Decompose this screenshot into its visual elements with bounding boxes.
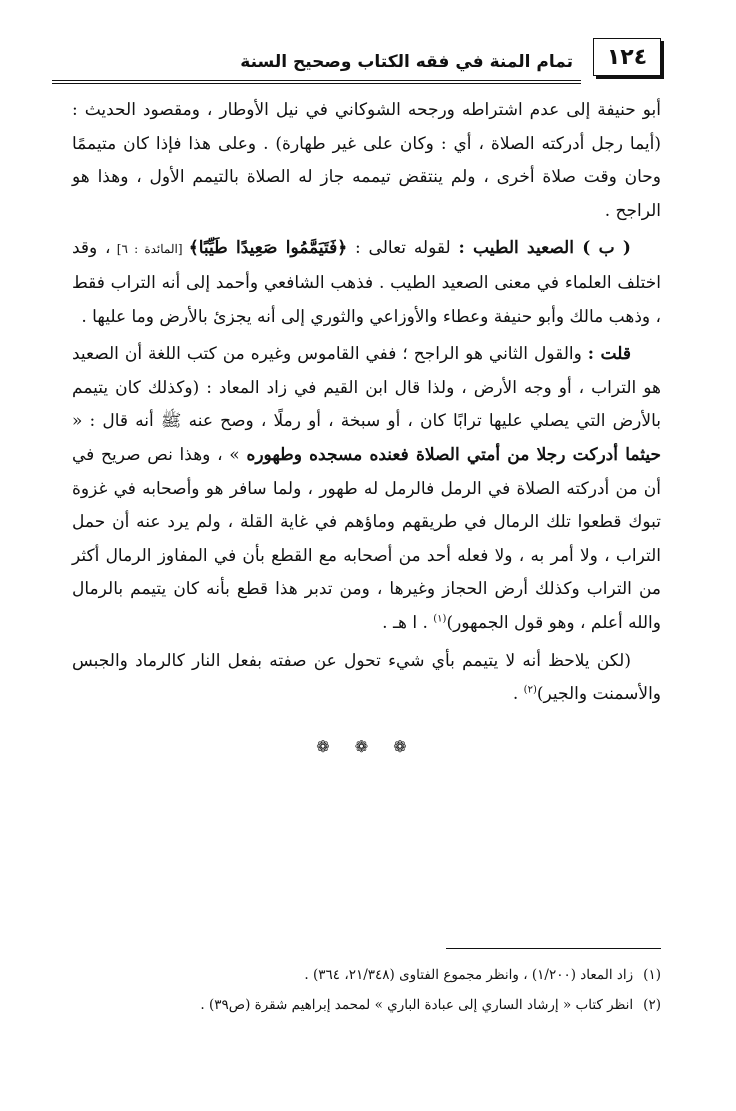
paragraph-4 — [72, 645, 661, 712]
main-text — [72, 94, 661, 763]
qultu-label: قلت : — [587, 344, 631, 365]
footnote-2 — [72, 990, 661, 1020]
paragraph-2-text-a: لقوله تعالى : — [347, 238, 459, 259]
paragraph-4-end: . — [512, 684, 524, 705]
paragraph-2 — [72, 232, 661, 334]
quran-verse: ﴿فَتَيَمَّمُوا صَعِيدًا طَيِّبًا﴾ — [188, 238, 348, 259]
paragraph-1-text: أبو حنيفة إلى عدم اشتراطه ورجحه الشوكاني في نيل الأوطار ، ومقصود الحديث : (أيما رجل أدركته الصلاة ، أي : وكان على غير طهارة) . وعلى هذا فإذا كان متيممًا وحان وقت صلاة أخرى ، ولم ينتقض تيممه جاز له الصلاة بالتيمم الأول ، وهذا هو الراجح . — [72, 100, 661, 221]
verse-source: [المائدة : ٦] — [110, 242, 189, 257]
page-number: ١٢٤ — [593, 38, 661, 76]
section-heading-b: ( ب ) الصعيد الطيب : — [458, 238, 631, 259]
footnote-2-text: انظر كتاب « إرشاد الساري إلى عبادة الباري » لمحمد إبراهيم شقرة (ص٣٩) . — [200, 997, 634, 1013]
footnote-rule — [446, 948, 661, 949]
section-separator: ❁ ❁ ❁ — [316, 736, 417, 756]
footnote-ref-1[interactable]: (١) — [433, 613, 447, 625]
hadith-text: حيثما أدركت رجلا من أمتي الصلاة فعنده مسجده وطهوره — [246, 444, 661, 465]
footnote-1-number: (١) — [643, 967, 661, 983]
footnote-ref-2[interactable]: (٢) — [523, 684, 537, 696]
footnote-1-text: زاد المعاد (١/٢٠٠) ، وانظر مجموع الفتاوى (٢١/٣٤٨، ٣٦٤) . — [304, 967, 634, 983]
paragraph-3-text-b: » ، وهذا نص صريح في أن من أدركته الصلاة في الرمل فالرمل له طهور ، ولما سافر هو وأصحابه في غزوة تبوك قطعوا تلك الرمال في طريقهم وماؤهم في غاية القلة ، ولم يرد عنه أن حمل التراب ، ولا أمر به ، ولا فعله أحد من أصحابه مع القطع بأن في المفاوز الرمال أكثر من التراب وكذلك أرض الحجاز وغيرها ، ومن تدبر هذا قطع بأنه كان يتيمم بالرمال والله أعلم ، وهو قول الجمهور) — [72, 444, 661, 633]
footnotes — [72, 960, 661, 1020]
paragraph-4-text: (لكن يلاحظ أنه لا يتيمم بأي شيء تحول عن صفته بفعل النار كالرماد والجبس والأسمنت والجير) — [72, 650, 661, 705]
running-title: تمام المنة في فقه الكتاب وصحيح السنة — [240, 52, 573, 72]
paragraph-2-text-b: ، وقد اختلف العلماء في معنى الصعيد الطيب . فذهب الشافعي وأحمد إلى أنه التراب فقط ، وذهب مالك وأبو حنيفة وعطاء والأوزاعي والثوري إلى أنه يجزئ بالأرض وما عليها . — [72, 238, 661, 327]
running-header — [52, 38, 661, 82]
paragraph-1 — [72, 94, 661, 228]
paragraph-3 — [72, 338, 661, 640]
paragraph-3-text-a: والقول الثاني هو الراجح ؛ ففي القاموس وغيره من كتب اللغة أن الصعيد هو التراب ، أو وجه الأرض ، ولذا قال ابن القيم في زاد المعاد : (وكذلك كان يتيمم بالأرض التي يصلي عليها ترابًا كان ، أو سبخة ، أو رملًا ، وصح عنه ﷺ أنه قال : « — [72, 344, 661, 432]
paragraph-3-end: . ا هـ . — [382, 612, 434, 633]
header-rule — [52, 80, 581, 84]
footnote-1 — [72, 960, 661, 990]
footnote-2-number: (٢) — [643, 997, 661, 1013]
